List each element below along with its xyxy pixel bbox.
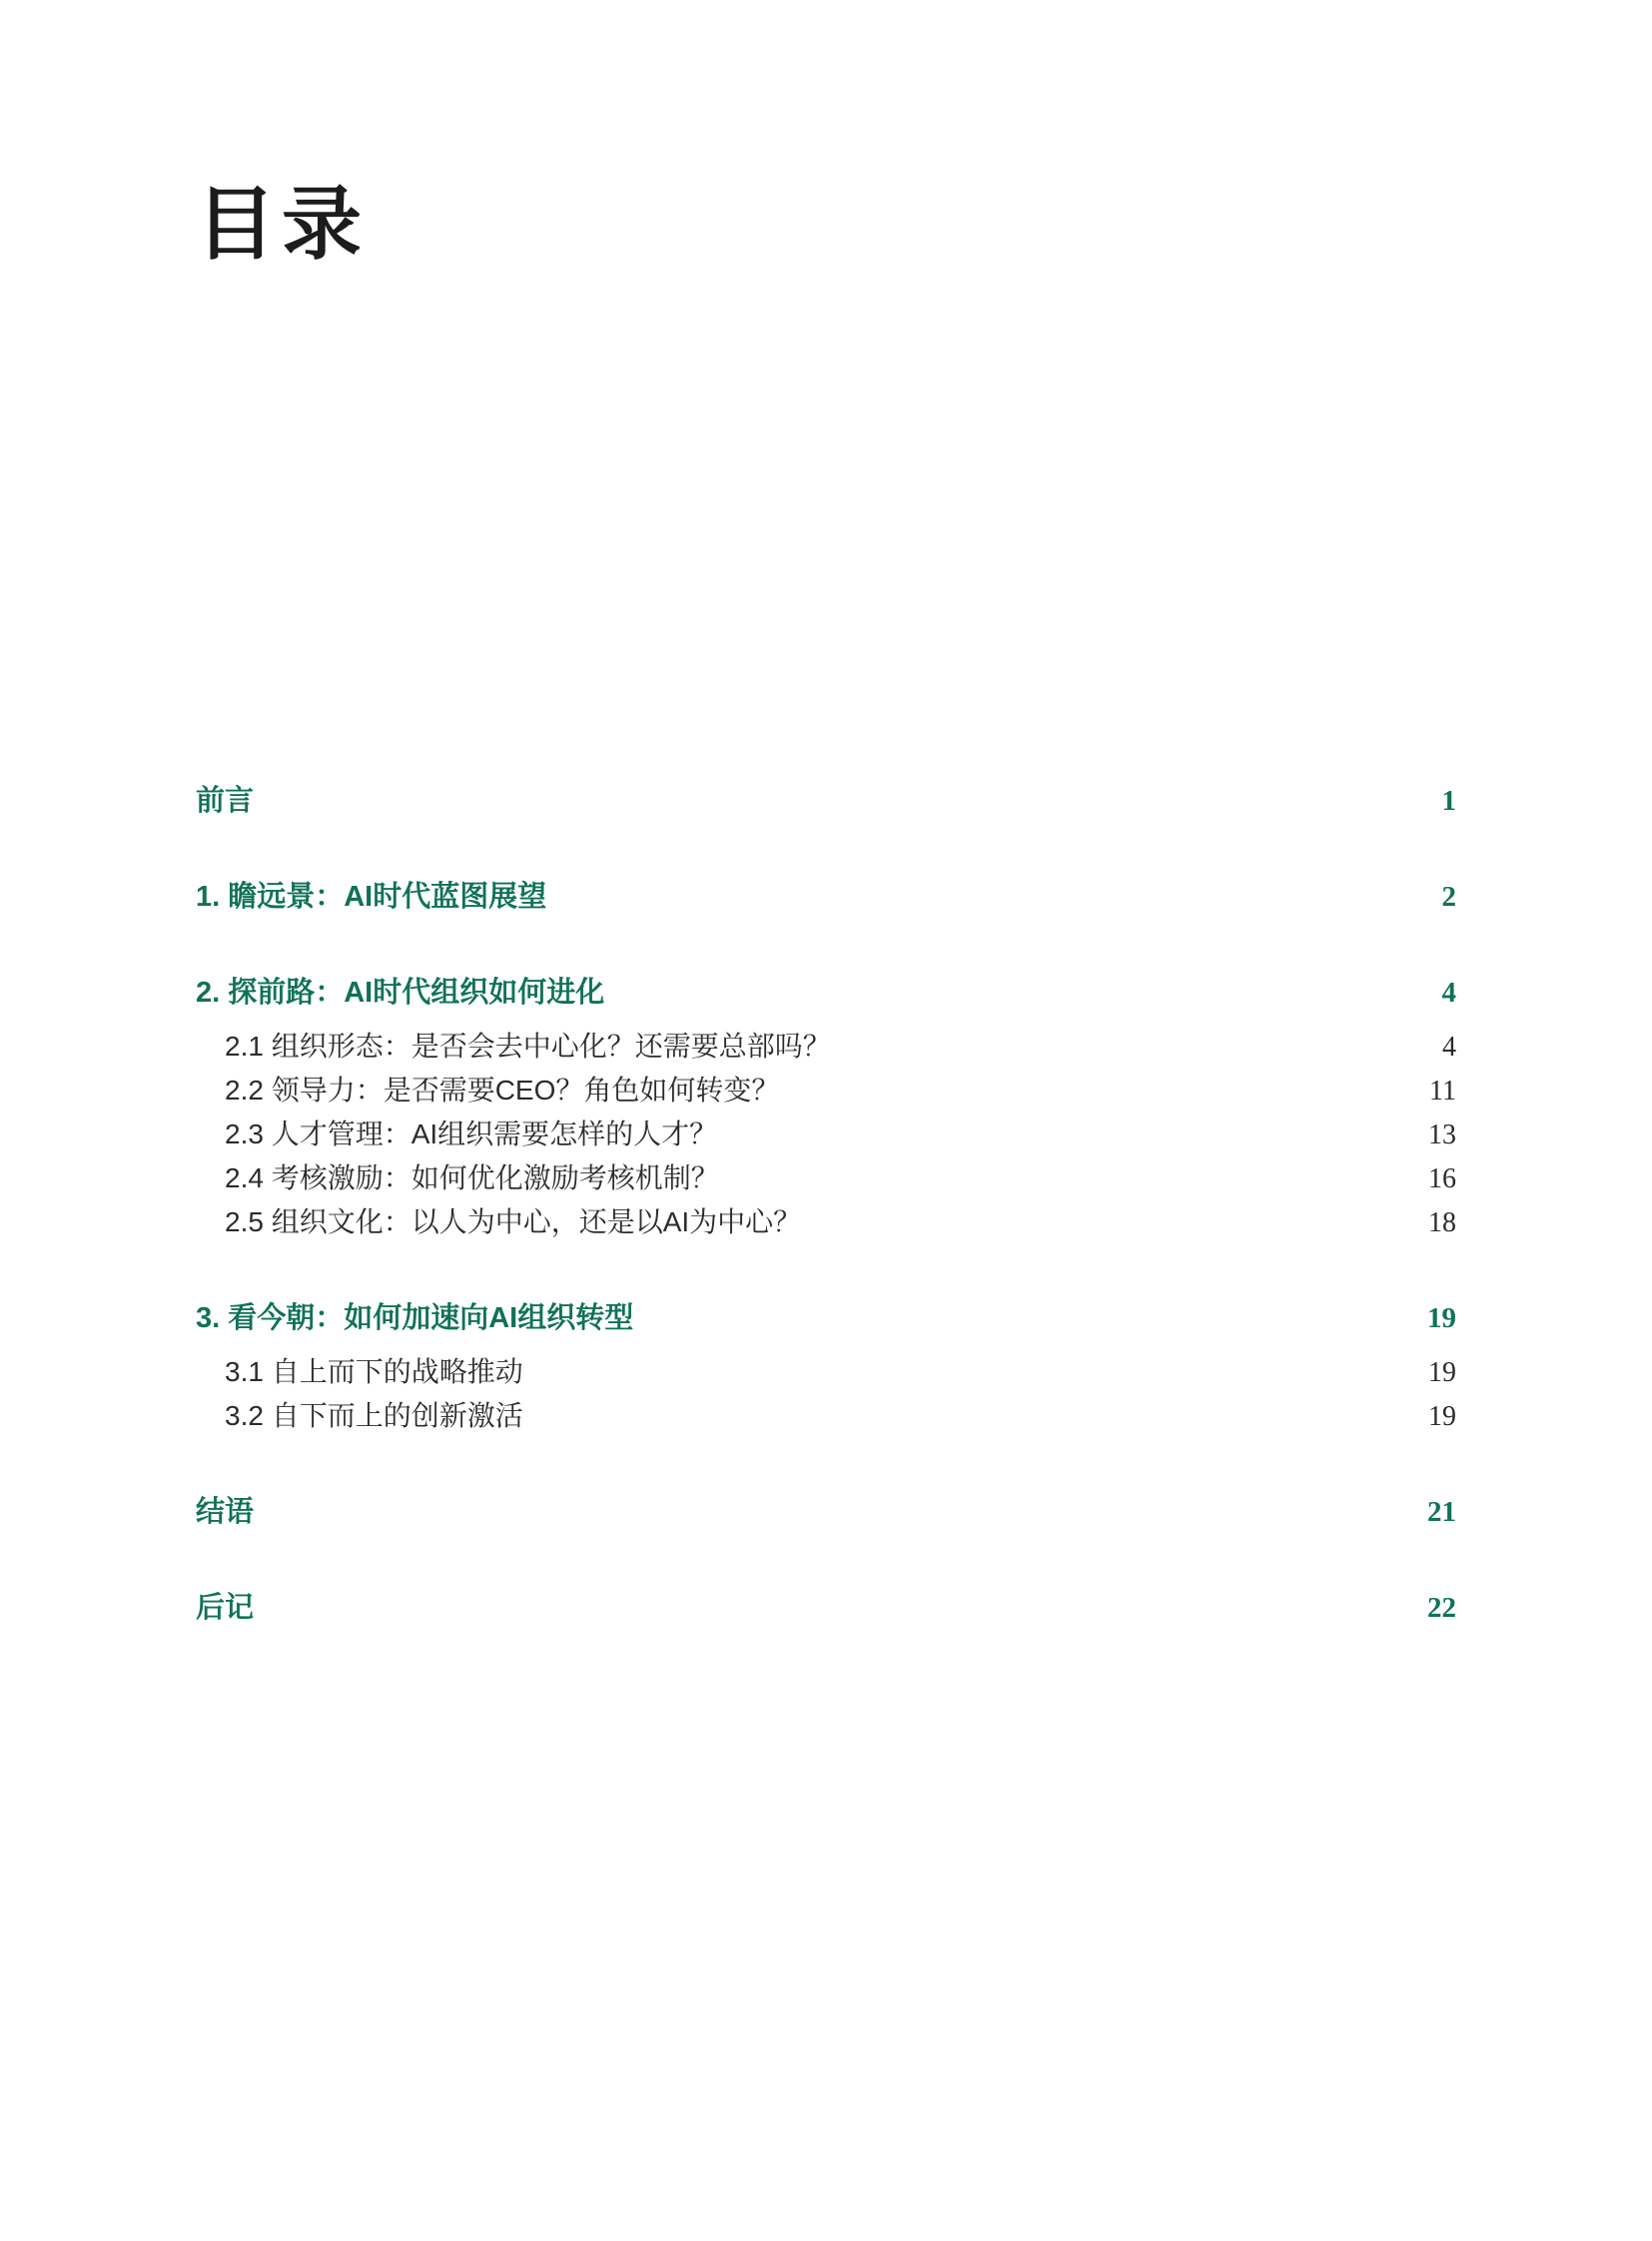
toc-row[interactable] — [196, 1355, 1456, 1389]
toc-item-label: 2.4 考核激励：如何优化激励考核机制？ — [225, 1162, 719, 1193]
toc-row[interactable] — [196, 1161, 1456, 1195]
toc-item-page: 11 — [1429, 1076, 1456, 1107]
toc-row[interactable] — [196, 1205, 1456, 1239]
toc-item-label: 3. 看今朝：如何加速向AI组织转型 — [196, 1302, 634, 1334]
toc-row[interactable] — [196, 880, 1456, 914]
toc-item-page: 2 — [1441, 881, 1456, 913]
toc-item-page: 13 — [1428, 1120, 1456, 1150]
table-of-contents — [196, 784, 1456, 1625]
toc-item-label: 前言 — [196, 785, 255, 817]
toc-item-label: 3.2 自下而上的创新激活 — [225, 1400, 523, 1431]
toc-item-label: 2.2 领导力：是否需要CEO？角色如何转变？ — [225, 1075, 780, 1106]
page-title: 目录 — [196, 182, 368, 270]
toc-row[interactable] — [196, 1118, 1456, 1151]
toc-item-page: 19 — [1428, 1401, 1456, 1432]
toc-item-page: 1 — [1441, 785, 1456, 817]
toc-item-label: 2.1 组织形态：是否会去中心化？还需要总部吗？ — [225, 1031, 831, 1062]
toc-item-label: 2.3 人才管理：AI组织需要怎样的人才？ — [225, 1119, 718, 1149]
toc-row[interactable] — [196, 1399, 1456, 1433]
toc-item-label: 2. 探前路：AI时代组织如何进化 — [196, 977, 605, 1009]
toc-item-label: 3.1 自上而下的战略推动 — [225, 1356, 523, 1387]
toc-row[interactable] — [196, 1495, 1456, 1529]
toc-row[interactable] — [196, 1591, 1456, 1625]
toc-item-page: 4 — [1442, 1032, 1456, 1063]
toc-item-label: 1. 瞻远景：AI时代蓝图展望 — [196, 881, 547, 913]
toc-item-page: 19 — [1428, 1357, 1456, 1388]
toc-item-label: 结语 — [196, 1496, 255, 1528]
toc-item-label: 2.5 组织文化：以人为中心，还是以AI为中心？ — [225, 1206, 802, 1237]
toc-item-label: 后记 — [196, 1592, 255, 1624]
toc-row[interactable] — [196, 976, 1456, 1010]
toc-row[interactable] — [196, 1301, 1456, 1335]
toc-item-page: 22 — [1427, 1592, 1456, 1624]
toc-row[interactable] — [196, 1030, 1456, 1064]
toc-row[interactable] — [196, 784, 1456, 818]
toc-item-page: 4 — [1441, 977, 1456, 1009]
toc-item-page: 18 — [1428, 1207, 1456, 1238]
toc-item-page: 16 — [1428, 1163, 1456, 1194]
toc-item-page: 19 — [1427, 1302, 1456, 1334]
toc-item-page: 21 — [1427, 1496, 1456, 1528]
toc-row[interactable] — [196, 1074, 1456, 1108]
